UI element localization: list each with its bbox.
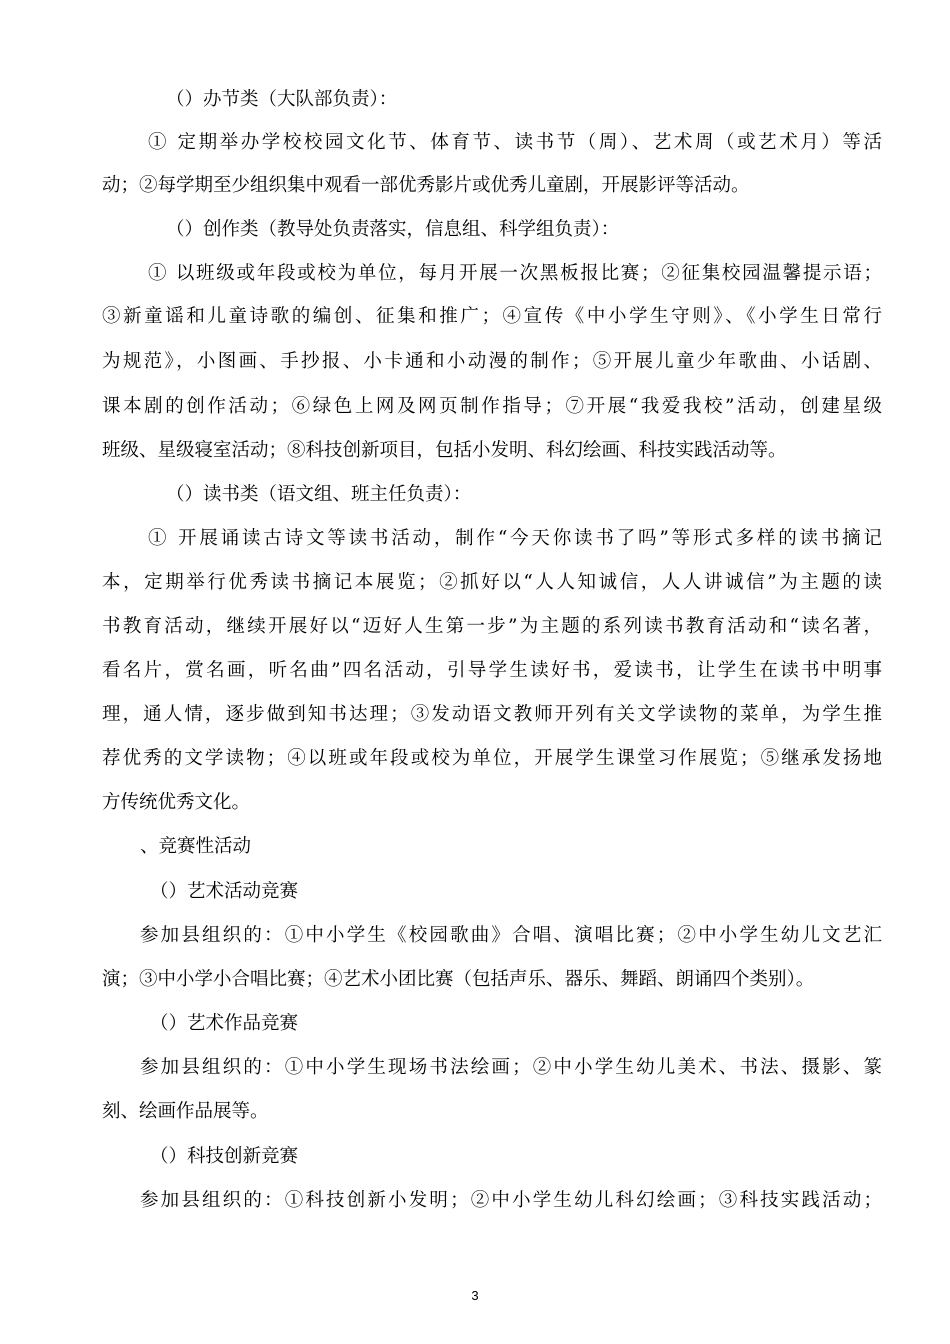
paragraph-line: 为规范》，小图画、手抄报、小卡通和小动漫的制作；⑤开展儿童少年歌曲、小话剧、 — [102, 351, 882, 372]
paragraph-line: 本，定期举行优秀读书摘记本展览；②抓好以“人人知诚信，人人讲诚信”为主题的读 — [102, 572, 882, 593]
paragraph-line: 方传统优秀文化。 — [102, 792, 251, 813]
page-number: 3 — [471, 1288, 479, 1303]
subheading-art-activity: （）艺术活动竞赛 — [150, 881, 299, 902]
paragraph-line: 书教育活动，继续开展好以“迈好人生第一步”为主题的系列读书教育活动和“读名著， — [102, 616, 882, 637]
paragraph-line: 班级、星级寝室活动；⑧科技创新项目，包括小发明、科幻绘画、科技实践活动等。 — [102, 440, 787, 461]
subheading-tech-innovation: （）科技创新竞赛 — [150, 1146, 299, 1167]
paragraph-line: ① 定期举办学校校园文化节、体育节、读书节（周）、艺术周（或艺术月）等活 — [148, 132, 882, 153]
paragraph-line: 课本剧的创作活动；⑥绿色上网及网页制作指导；⑦开展“我爱我校”活动，创建星级 — [102, 396, 882, 417]
paragraph-line: 参加县组织的：①科技创新小发明；②中小学生幼儿科幻绘画；③科技实践活动； — [140, 1190, 882, 1211]
paragraph-line: 刻、绘画作品展等。 — [102, 1101, 269, 1122]
paragraph-line: 动；②每学期至少组织集中观看一部优秀影片或优秀儿童剧，开展影评等活动。 — [102, 175, 750, 196]
paragraph-line: ③新童谣和儿童诗歌的编创、征集和推广；④宣传《中小学生守则》、《小学生日常行 — [102, 306, 882, 327]
paragraph-line: 看名片，赏名画，听名曲”四名活动，引导学生读好书，爱读书，让学生在读书中明事 — [102, 660, 882, 681]
subheading-art-works: （）艺术作品竞赛 — [150, 1013, 299, 1034]
paragraph-line: 演；③中小学小合唱比赛；④艺术小团比赛（包括声乐、器乐、舞蹈、朗诵四个类别）。 — [102, 969, 815, 990]
paragraph-line: 荐优秀的文学读物；④以班或年段或校为单位，开展学生课堂习作展览；⑤继承发扬地 — [102, 748, 882, 769]
section-heading-competition: 、竞赛性活动 — [140, 836, 252, 857]
paragraph-line: 参加县组织的：①中小学生现场书法绘画；②中小学生幼儿美术、书法、摄影、篆 — [140, 1057, 882, 1078]
paragraph-line: ① 开展诵读古诗文等读书活动，制作“今天你读书了吗”等形式多样的读书摘记 — [148, 528, 882, 549]
subheading-creation: （）创作类（教导处负责落实，信息组、科学组负责）： — [166, 219, 620, 240]
subheading-reading: （）读书类（语文组、班主任负责）： — [166, 484, 472, 505]
subheading-festival: （）办节类（大队部负责）： — [166, 89, 398, 110]
paragraph-line: ① 以班级或年段或校为单位，每月开展一次黑板报比赛；②征集校园温馨提示语； — [148, 263, 882, 284]
paragraph-line: 参加县组织的：①中小学生《校园歌曲》合唱、演唱比赛；②中小学生幼儿文艺汇 — [140, 925, 882, 946]
paragraph-line: 理，通人情，逐步做到知书达理；③发动语文教师开列有关文学读物的菜单，为学生推 — [102, 704, 882, 725]
